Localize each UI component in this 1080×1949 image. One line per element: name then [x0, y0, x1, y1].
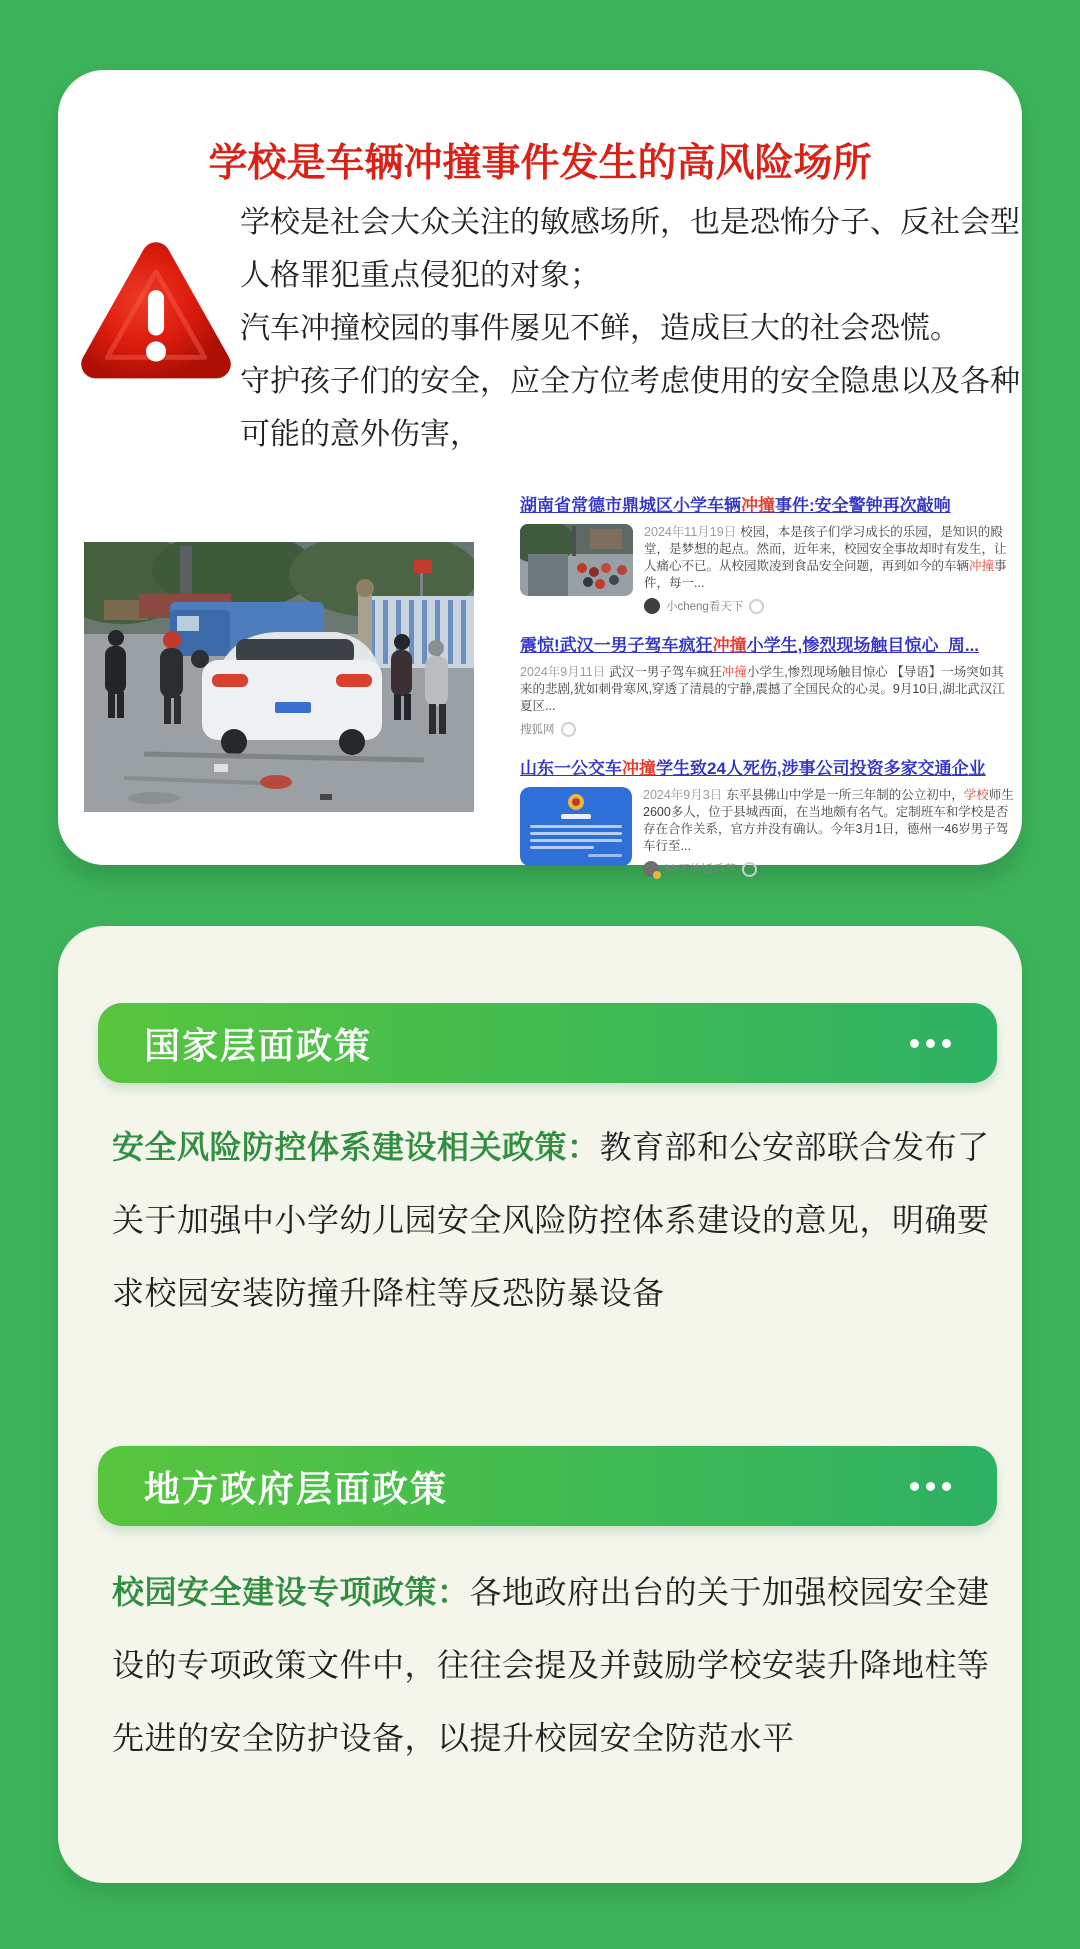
news-date: 2024年9月11日	[520, 665, 606, 679]
quote-badge-icon	[749, 599, 764, 614]
news-date: 2024年9月3日	[643, 788, 723, 802]
policy-body: 各地政府出台的关于加强校园安全建设的专项政策文件中，往往会提及并鼓励学校安装升降地柱等先进的安全防护设备，以提升校园安全防范水平	[112, 1574, 990, 1756]
news-date: 2024年11月19日	[644, 525, 737, 539]
news-item-1	[520, 494, 1014, 614]
news-text-column	[644, 524, 1014, 614]
hero-paragraph: 汽车冲撞校园的事件屡见不鲜，造成巨大的社会恐慌。	[240, 312, 960, 345]
hero-paragraph: 守护孩子们的安全，应全方位考虑使用的安全隐患以及各种可能的意外伤害，	[240, 365, 1020, 451]
news-title-text: 山东一公交车	[520, 759, 622, 778]
policy-paragraph-national	[112, 1111, 1014, 1330]
policy-lead: 校园安全建设专项政策：	[112, 1574, 470, 1610]
news-text-column	[643, 787, 1014, 877]
policy-header-title: 国家层面政策	[144, 1024, 373, 1066]
hero-paragraphs	[240, 196, 1020, 461]
policy-header-title: 地方政府层面政策	[144, 1467, 449, 1509]
news-snippet: 2024年9月3日 东平县佛山中学是一所三年制的公立初中，学校师生2600多人，位于县城西面，在当地颇有名气。定制班车和学校是否存在合作关系，官方并没有确认。今年3月1日，德州一46岁男子驾车行至...	[643, 788, 1014, 853]
news-title-highlight: 冲撞	[622, 759, 656, 778]
news-snippet: 2024年9月11日 武汉一男子驾车疯狂冲撞小学生,惨烈现场触目惊心 【导语】一场突如其来的悲剧,犹如刺骨寒风,穿透了清晨的宁静,震撼了全国民众的心灵。9月10日,湖北武汉江夏区...	[520, 665, 1005, 713]
news-title-text: 事件:安全警钟再次敲响	[775, 496, 951, 515]
news-title-text: 小学生,惨烈现场触目惊心_周...	[746, 636, 980, 655]
policy-header-local	[98, 1446, 997, 1526]
more-icon[interactable]	[910, 1039, 951, 1048]
source-name: Mr王的饭后茶	[665, 864, 736, 876]
policy-body: 教育部和公安部联合发布了关于加强中小学幼儿园安全风险防控体系建设的意见，明确要求校园安装防撞升降柱等反恐防暴设备	[112, 1129, 990, 1311]
hero-paragraph: 学校是社会大众关注的敏感场所，也是恐怖分子、反社会型人格罪犯重点侵犯的对象；	[240, 206, 1020, 292]
news-source	[520, 721, 1014, 737]
more-icon[interactable]	[910, 1482, 951, 1491]
news-title-text: 学生致24人死伤,涉事公司投资多家交通企业	[656, 759, 986, 778]
source-name: 小cheng看天下	[666, 601, 744, 613]
news-item-2	[520, 634, 1014, 737]
news-item-3	[520, 757, 1014, 877]
news-thumbnail-street-scene[interactable]	[520, 524, 633, 596]
news-source	[644, 598, 1014, 614]
hero-title: 学校是车辆冲撞事件发生的高风险场所	[208, 142, 872, 185]
news-title-text: 湖南省常德市鼎城区小学车辆	[520, 496, 741, 515]
quote-badge-icon	[561, 722, 576, 737]
source-name: 搜狐网	[520, 724, 555, 736]
news-source	[643, 861, 1014, 877]
news-link-3[interactable]	[520, 757, 1014, 780]
hero-card	[58, 70, 1022, 876]
policy-card	[58, 926, 1022, 1883]
quote-badge-icon	[742, 862, 757, 877]
news-snippet: 2024年11月19日 校园，本是孩子们学习成长的乐园，是知识的殿堂，是梦想的起点。然而，近年来，校园安全事故却时有发生，让人痛心不已。从校园欺凌到食品安全问题，再到如今的车辆冲撞事件，每一...	[644, 525, 1007, 590]
news-title-highlight: 冲撞	[741, 496, 775, 515]
news-results-list	[520, 494, 1014, 877]
policy-header-national	[98, 1003, 997, 1083]
source-avatar-icon	[644, 598, 660, 614]
news-title-text: 震惊!武汉一男子驾车疯狂	[520, 636, 713, 655]
incident-photo	[84, 542, 474, 812]
source-avatar-icon	[643, 861, 659, 877]
news-title-highlight: 冲撞	[712, 636, 747, 655]
news-link-2[interactable]	[520, 634, 1014, 657]
warning-triangle-icon	[72, 228, 240, 396]
news-thumbnail-police-notice[interactable]	[520, 787, 632, 866]
news-link-1[interactable]	[520, 494, 1014, 517]
policy-paragraph-local	[112, 1556, 1014, 1775]
policy-lead: 安全风险防控体系建设相关政策：	[112, 1129, 600, 1165]
